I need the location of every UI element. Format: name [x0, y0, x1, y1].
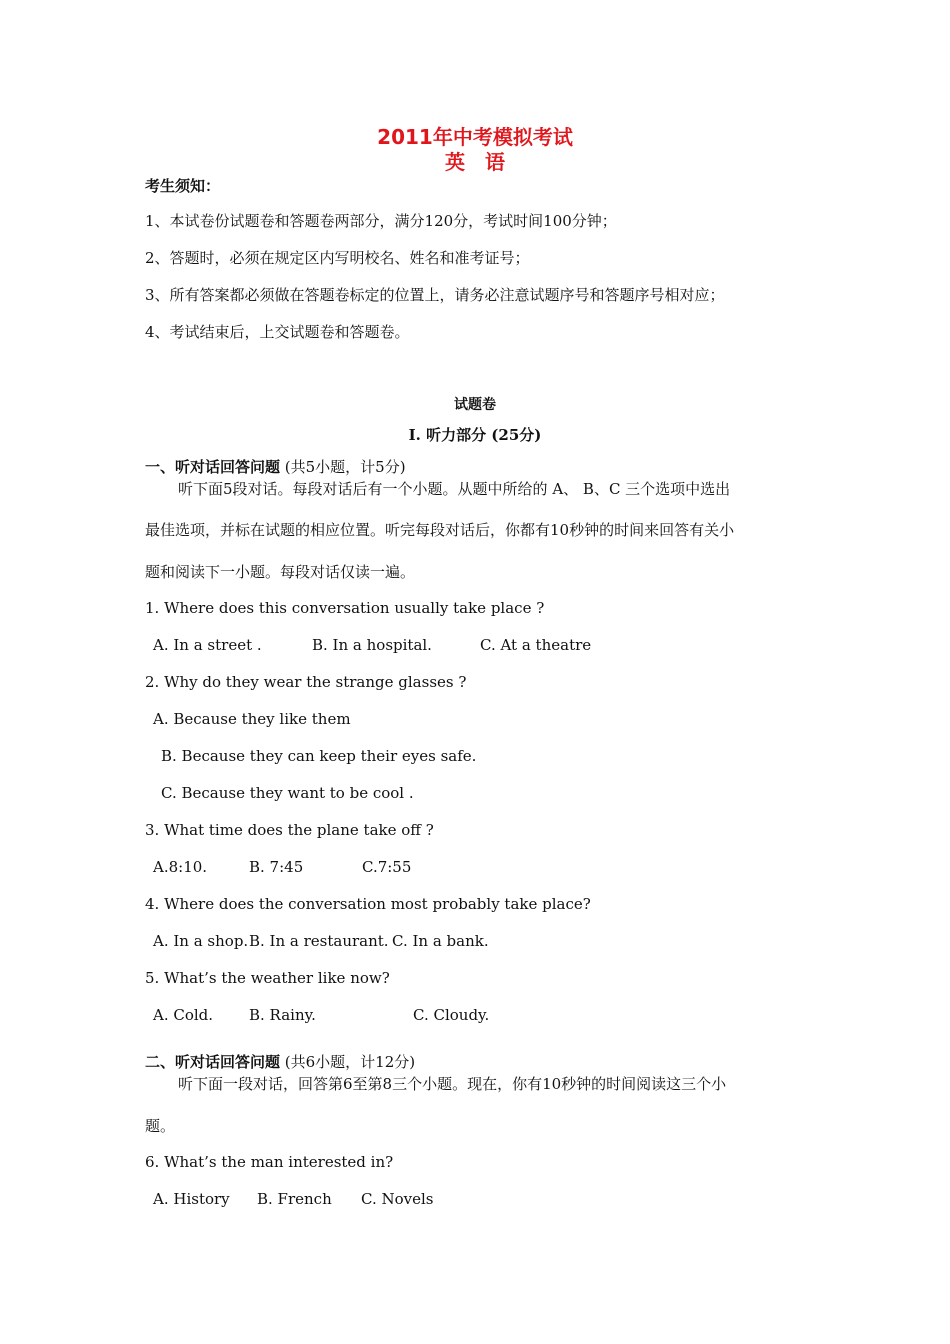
- part1-title: I. 听力部分 (25分): [408, 426, 542, 444]
- section1-instruction-2: 最佳选项，并标在试题的相应位置。听完每段对话后，你都有10秒钟的时间来回答有关小: [145, 521, 735, 539]
- section2-instruction-2: 题。: [145, 1117, 176, 1135]
- exam-title: 2011年中考模拟考试: [377, 125, 573, 149]
- question-6-stem: 6. What’s the man interested in?: [145, 1153, 394, 1171]
- question-4-stem: 4. Where does the conversation most probably take place?: [145, 895, 591, 913]
- section2-title: [145, 1052, 415, 1072]
- question-3-option-b[interactable]: B. 7:45: [249, 858, 304, 876]
- question-2-stem: 2. Why do they wear the strange glasses ?: [145, 673, 467, 691]
- section1-title-rest: (共5小题，计5分): [280, 458, 406, 476]
- notice-item-4: 4、考试结束后，上交试题卷和答题卷。: [145, 323, 410, 341]
- notice-item-2: 2、答题时，必须在规定区内写明校名、姓名和准考证号；: [145, 249, 530, 267]
- question-6-option-c[interactable]: C. Novels: [361, 1190, 434, 1208]
- question-4-option-b[interactable]: B. In a restaurant.: [249, 932, 389, 950]
- question-4-option-a[interactable]: A. In a shop.: [153, 932, 249, 950]
- question-5-option-c[interactable]: C. Cloudy.: [413, 1006, 490, 1024]
- question-5-stem: 5. What’s the weather like now?: [145, 969, 390, 987]
- section2-title-rest: (共6小题，计12分): [280, 1053, 416, 1071]
- section1-title: [145, 457, 406, 477]
- notice-heading: 考生须知：: [145, 177, 221, 195]
- question-2-option-c[interactable]: C. Because they want to be cool .: [161, 784, 414, 802]
- question-5-option-a[interactable]: A. Cold.: [153, 1006, 214, 1024]
- section1-instruction-1: 听下面5段对话。每段对话后有一个小题。从题中所给的 A、 B、C 三个选项中选出: [178, 480, 731, 498]
- question-3-option-a[interactable]: A.8:10.: [153, 858, 208, 876]
- question-1-option-b[interactable]: B. In a hospital.: [312, 636, 432, 654]
- question-5-option-b[interactable]: B. Rainy.: [249, 1006, 316, 1024]
- section2-title-bold: 二、听对话回答问题: [145, 1053, 281, 1071]
- exam-subject: 英 语: [445, 150, 505, 174]
- section1-title-bold: 一、听对话回答问题: [145, 458, 281, 476]
- section1-instruction-3: 题和阅读下一小题。每段对话仅读一遍。: [145, 563, 416, 581]
- notice-item-3: 3、所有答案都必须做在答题卷标定的位置上，请务必注意试题序号和答题序号相对应；: [145, 286, 725, 304]
- question-2-option-b[interactable]: B. Because they can keep their eyes safe.: [161, 747, 477, 765]
- question-3-stem: 3. What time does the plane take off ?: [145, 821, 434, 839]
- question-1-stem: 1. Where does this conversation usually take place ?: [145, 599, 545, 617]
- question-4-option-c[interactable]: C. In a bank.: [392, 932, 489, 950]
- question-2-option-a[interactable]: A. Because they like them: [153, 710, 351, 728]
- section2-instruction-1: 听下面一段对话，回答第6至第8三个小题。现在，你有10秒钟的时间阅读这三个小: [178, 1075, 727, 1093]
- paper-name: 试题卷: [454, 397, 496, 413]
- question-3-option-c[interactable]: C.7:55: [362, 858, 412, 876]
- notice-item-1: 1、本试卷份试题卷和答题卷两部分，满分120分，考试时间100分钟；: [145, 212, 617, 230]
- question-1-option-c[interactable]: C. At a theatre: [480, 636, 592, 654]
- question-6-option-a[interactable]: A. History: [153, 1190, 230, 1208]
- question-1-option-a[interactable]: A. In a street .: [153, 636, 262, 654]
- question-6-option-b[interactable]: B. French: [257, 1190, 332, 1208]
